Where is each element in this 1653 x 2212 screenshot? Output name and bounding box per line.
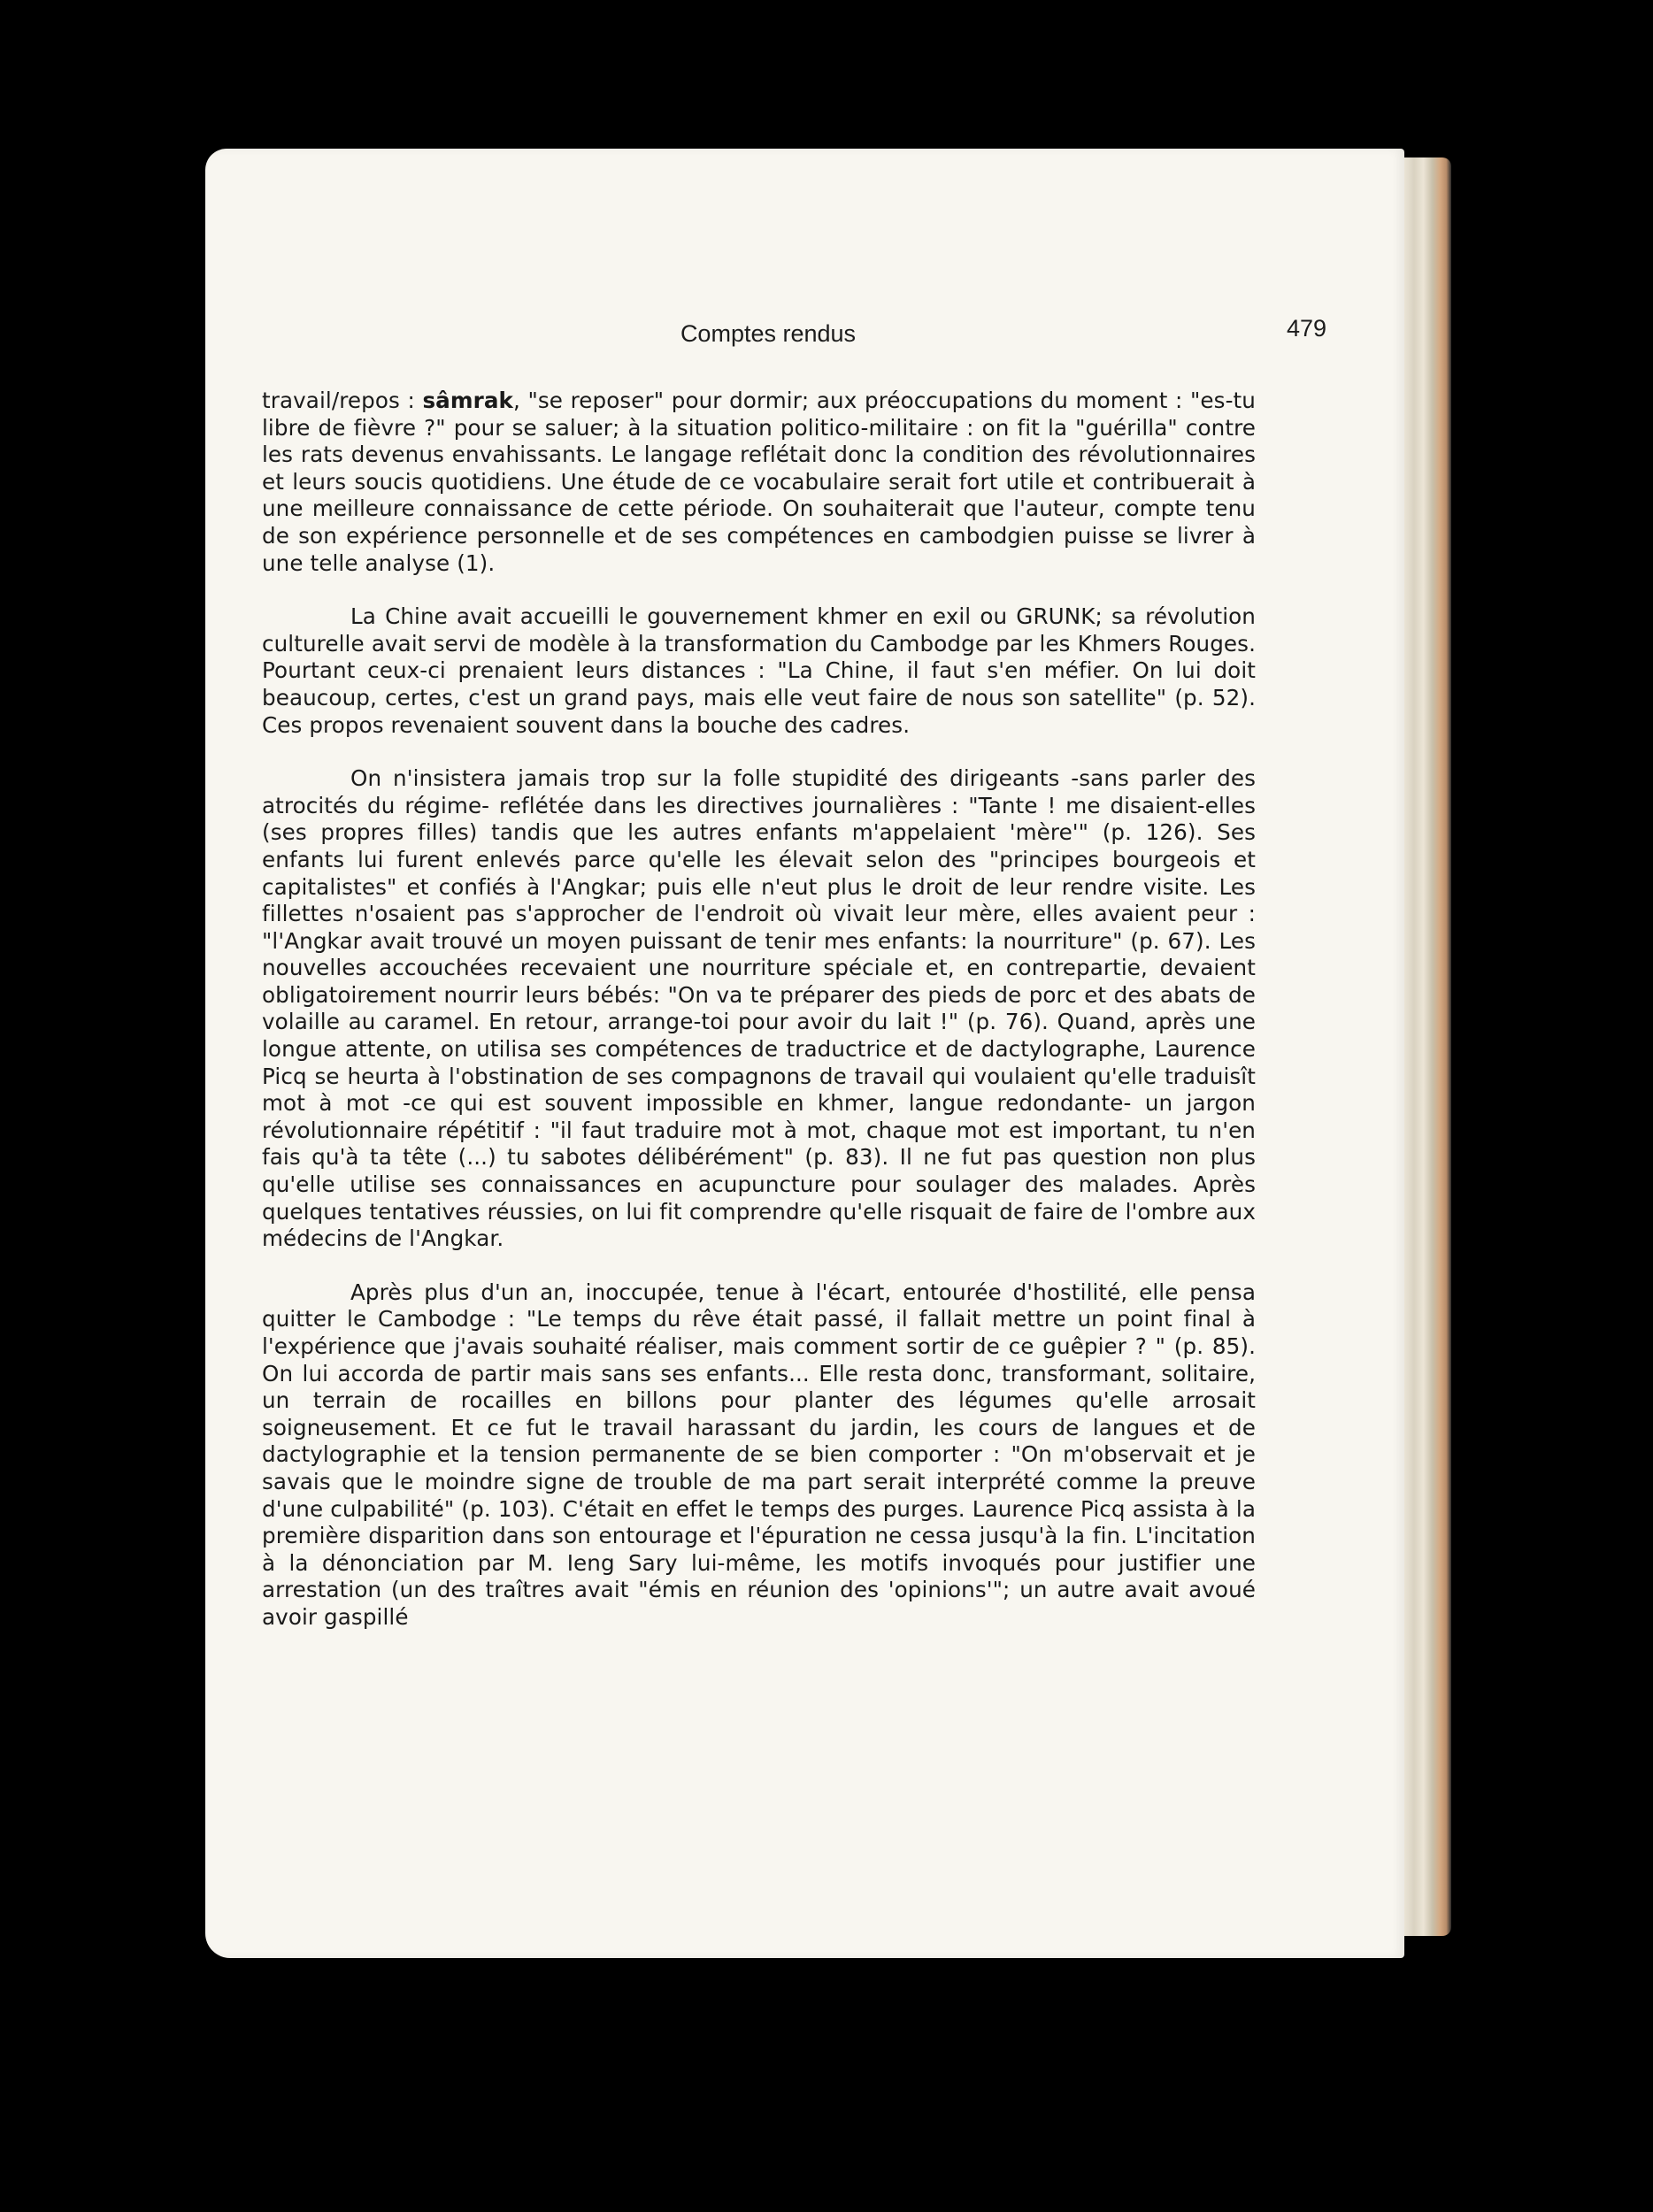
paragraph-1-rest: , "se reposer" pour dormir; aux préoccupations du moment : "es-tu libre de fièvre ?" pour se saluer; à la situation politico-militaire : on fit la "guérilla" contre les rats devenus envahissants. Le langage reflétait donc la condition des révolutionnaires et leurs soucis quotidiens. Une étude de ce vocabulaire serait fort utile et contribuerait à une meilleure connaissance de cette période. On souhaiterait que l'auteur, compte tenu de son expérience personnelle et de ses compétences en cambodgien puisse se livrer à une telle analyse (1).: [262, 388, 1256, 576]
page-number: 479: [1286, 315, 1326, 342]
paragraph-1: [262, 388, 1256, 577]
paragraph-2: La Chine avait accueilli le gouvernement khmer en exil ou GRUNK; sa révolution culturelle avait servi de modèle à la transformation du Cambodge par les Khmers Rouges. Pourtant ceux-ci prenaient leurs distances : "La Chine, il faut s'en méfier. On lui doit beaucoup, certes, c'est un grand pays, mais elle veut faire de nous son satellite" (p. 52). Ces propos revenaient souvent dans la bouche des cadres.: [262, 603, 1256, 738]
paragraph-3: On n'insistera jamais trop sur la folle stupidité des dirigeants -sans parler des atrocités du régime- reflétée dans les directives journalières : "Tante ! me disaient-elles (ses propres filles) tandis que les autres enfants m'appelaient 'mère'" (p. 126). Ses enfants lui furent enlevés parce qu'elle les élevait selon des "principes bourgeois et capitalistes" et confiés à l'Angkar; puis elle n'eut plus le droit de leur rendre visite. Les fillettes n'osaient pas s'approcher de l'endroit où vivait leur mère, elles avaient peur : "l'Angkar avait trouvé un moyen puissant de tenir mes enfants: la nourriture" (p. 67). Les nouvelles accouchées recevaient une nourriture spéciale et, en contrepartie, devaient obligatoirement nourrir leurs bébés: "On va te préparer des pieds de porc et des abats de volaille au caramel. En retour, arrange-toi pour avoir du lait !" (p. 76). Quand, après une longue attente, on utilisa ses compétences de traductrice et de dactylographe, Laurence Picq se heurta à l'obstination de ses compagnons de travail qui voulaient qu'elle traduisît mot à mot -ce qui est souvent impossible en khmer, langue redondante- un jargon révolutionnaire répétitif : "il faut traduire mot à mot, chaque mot est important, tu n'en fais qu'à ta tête (...) tu sabotes délibérément" (p. 83). Il ne fut pas question non plus qu'elle utilise ses connaissances en acupuncture pour soulager des malades. Après quelques tentatives réussies, on lui fit comprendre qu'elle risquait de faire de l'ombre aux médecins de l'Angkar.: [262, 765, 1256, 1252]
term-samrak: sâmrak: [422, 388, 513, 413]
paragraph-1-lead: travail/repos :: [262, 388, 423, 413]
page-header: [205, 315, 1404, 356]
paragraph-4: Après plus d'un an, inoccupée, tenue à l'écart, entourée d'hostilité, elle pensa quitter le Cambodge : "Le temps du rêve était passé, il fallait mettre un point final à l'expérience que j'avais souhaité réaliser, mais comment sortir de ce guêpier ? " (p. 85). On lui accorda de partir mais sans ses enfants... Elle resta donc, transformant, solitaire, un terrain de rocailles en billons pour planter des légumes qu'elle arrosait soigneusement. Et ce fut le travail harassant du jardin, les cours de langues et de dactylographie et la tension permanente de se bien comporter : "On m'observait et je savais que le moindre signe de trouble de ma part serait interprété comme la preuve d'une culpabilité" (p. 103). C'était en effet le temps des purges. Laurence Picq assista à la première disparition dans son entourage et l'épuration ne cessa jusqu'à la fin. L'incitation à la dénonciation par M. Ieng Sary lui-même, les motifs invoqués pour justifier une arrestation (un des traîtres avait "émis en réunion des 'opinions'"; un autre avait avoué avoir gaspillé: [262, 1279, 1256, 1630]
running-head: Comptes rendus: [680, 320, 857, 347]
book-page: [205, 149, 1404, 1958]
body-text: [262, 388, 1256, 1632]
